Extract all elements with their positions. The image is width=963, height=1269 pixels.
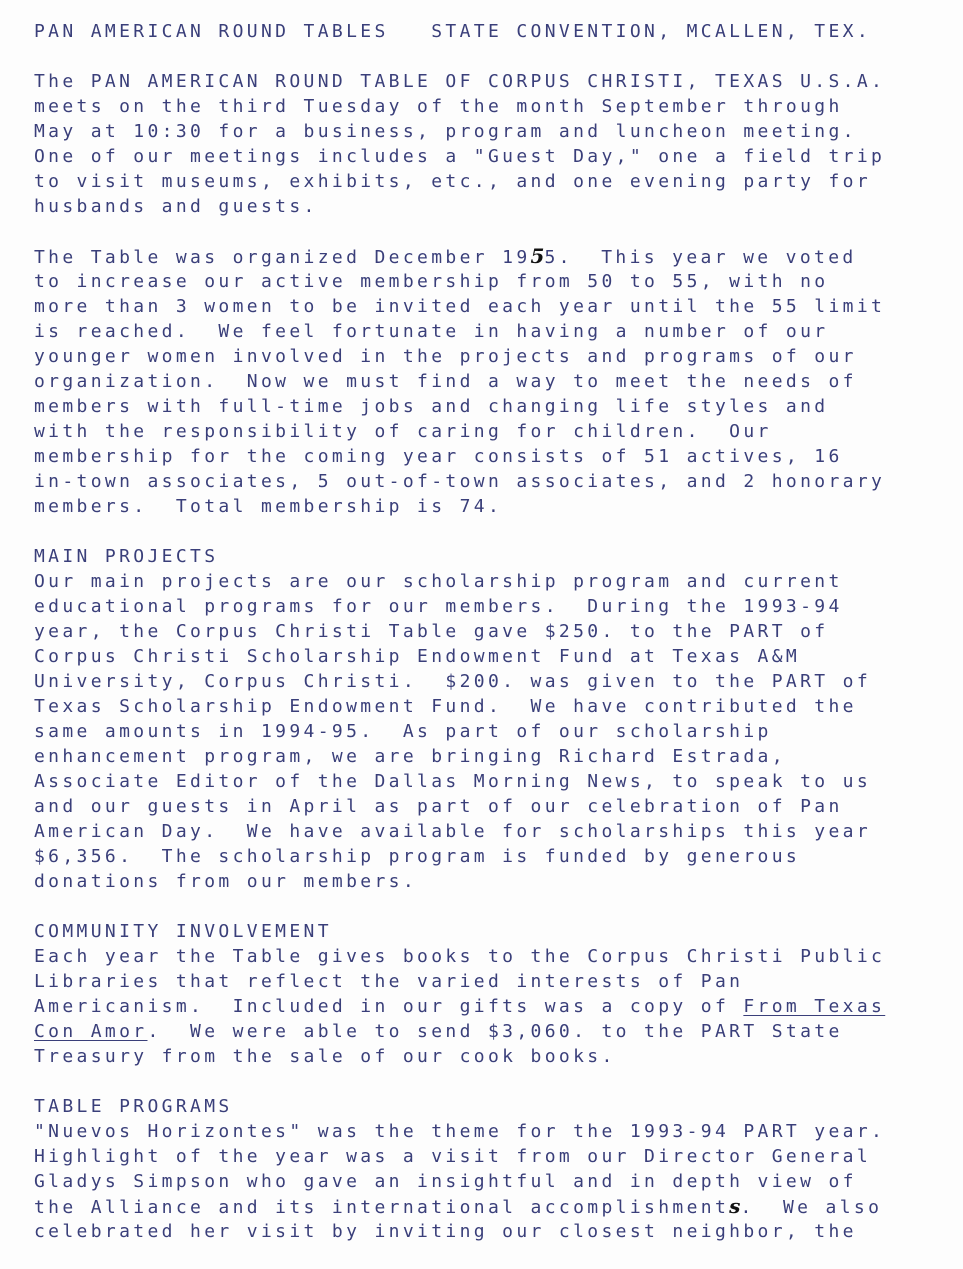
programs-line-4-text-b: . We also	[740, 1197, 883, 1218]
organized-line-1	[34, 244, 857, 270]
programs-line-1: "Nuevos Horizontes" was the theme for the 1993-94 PART year.	[34, 1121, 886, 1142]
intro-line-4: One of our meetings includes a "Guest Day," one a field trip	[34, 146, 886, 167]
organized-line-3: more than 3 women to be invited each year until the 55 limit	[34, 296, 886, 317]
intro-line-5: to visit museums, exhibits, etc., and one evening party for	[34, 171, 872, 192]
programs-heading: TABLE PROGRAMS	[34, 1096, 233, 1117]
main-projects-line-11: American Day. We have available for scholarships this year	[34, 821, 872, 842]
header-right: STATE CONVENTION, MCALLEN, TEX.	[431, 21, 872, 42]
header-line	[34, 19, 871, 44]
book-title-part-1: From Texas	[743, 996, 886, 1017]
handwritten-correction: 5	[530, 244, 545, 268]
intro-line-2: meets on the third Tuesday of the month September through	[34, 96, 843, 117]
main-projects-line-7: same amounts in 1994-95. As part of our scholarship	[34, 721, 772, 742]
community-line-5: Treasury from the sale of our cook books.	[34, 1046, 616, 1067]
community-heading: COMMUNITY INVOLVEMENT	[34, 921, 332, 942]
organized-line-10: in-town associates, 5 out-of-town associates, and 2 honorary	[34, 471, 886, 492]
book-title-part-2: Con Amor	[34, 1021, 148, 1042]
main-projects-line-13: donations from our members.	[34, 871, 418, 892]
header-left: PAN AMERICAN ROUND TABLES	[34, 21, 389, 42]
organized-line-4: is reached. We feel fortunate in having a number of our	[34, 321, 829, 342]
community-line-1: Each year the Table gives books to the Corpus Christi Public	[34, 946, 886, 967]
community-line-4-text: . We were able to send $3,060. to the PART State	[147, 1021, 843, 1042]
main-projects-line-8: enhancement program, we are bringing Richard Estrada,	[34, 746, 786, 767]
programs-line-3: Gladys Simpson who gave an insightful and in depth view of	[34, 1171, 857, 1192]
organized-line-6: organization. Now we must find a way to meet the needs of	[34, 371, 857, 392]
handwritten-correction: s	[729, 1194, 741, 1218]
main-projects-line-4: Corpus Christi Scholarship Endowment Fund at Texas A&M	[34, 646, 801, 667]
main-projects-heading: MAIN PROJECTS	[34, 546, 219, 567]
organized-text-b: 5. This year we voted	[544, 247, 857, 268]
organized-text-a: The Table was organized December 19	[34, 247, 531, 268]
main-projects-line-2: educational programs for our members. During the 1993-94	[34, 596, 843, 617]
main-projects-line-10: and our guests in April as part of our celebration of Pan	[34, 796, 843, 817]
organized-line-7: members with full-time jobs and changing life styles and	[34, 396, 829, 417]
main-projects-line-9: Associate Editor of the Dallas Morning News, to speak to us	[34, 771, 872, 792]
community-line-3	[34, 994, 885, 1019]
organized-line-11: members. Total membership is 74.	[34, 496, 503, 517]
intro-line-1: The PAN AMERICAN ROUND TABLE OF CORPUS CHRISTI, TEXAS U.S.A.	[34, 71, 886, 92]
community-line-4	[34, 1019, 843, 1044]
main-projects-line-1: Our main projects are our scholarship program and current	[34, 571, 843, 592]
community-line-3-text: Americanism. Included in our gifts was a copy of	[34, 996, 744, 1017]
organized-line-8: with the responsibility of caring for children. Our	[34, 421, 772, 442]
main-projects-line-12: $6,356. The scholarship program is funded by generous	[34, 846, 801, 867]
programs-line-4-text-a: the Alliance and its international accomplishment	[34, 1197, 730, 1218]
main-projects-line-5: University, Corpus Christi. $200. was given to the PART of	[34, 671, 872, 692]
intro-line-3: May at 10:30 for a business, program and luncheon meeting.	[34, 121, 857, 142]
organized-line-2: to increase our active membership from 50 to 55, with no	[34, 271, 829, 292]
intro-line-6: husbands and guests.	[34, 196, 318, 217]
organized-line-9: membership for the coming year consists of 51 actives, 16	[34, 446, 843, 467]
main-projects-line-6: Texas Scholarship Endowment Fund. We have contributed the	[34, 696, 857, 717]
programs-line-2: Highlight of the year was a visit from our Director General	[34, 1146, 872, 1167]
programs-line-4	[34, 1194, 882, 1220]
organized-line-5: younger women involved in the projects and programs of our	[34, 346, 857, 367]
community-line-2: Libraries that reflect the varied interests of Pan	[34, 971, 744, 992]
programs-line-5: celebrated her visit by inviting our closest neighbor, the	[34, 1221, 857, 1242]
main-projects-line-3: year, the Corpus Christi Table gave $250. to the PART of	[34, 621, 829, 642]
